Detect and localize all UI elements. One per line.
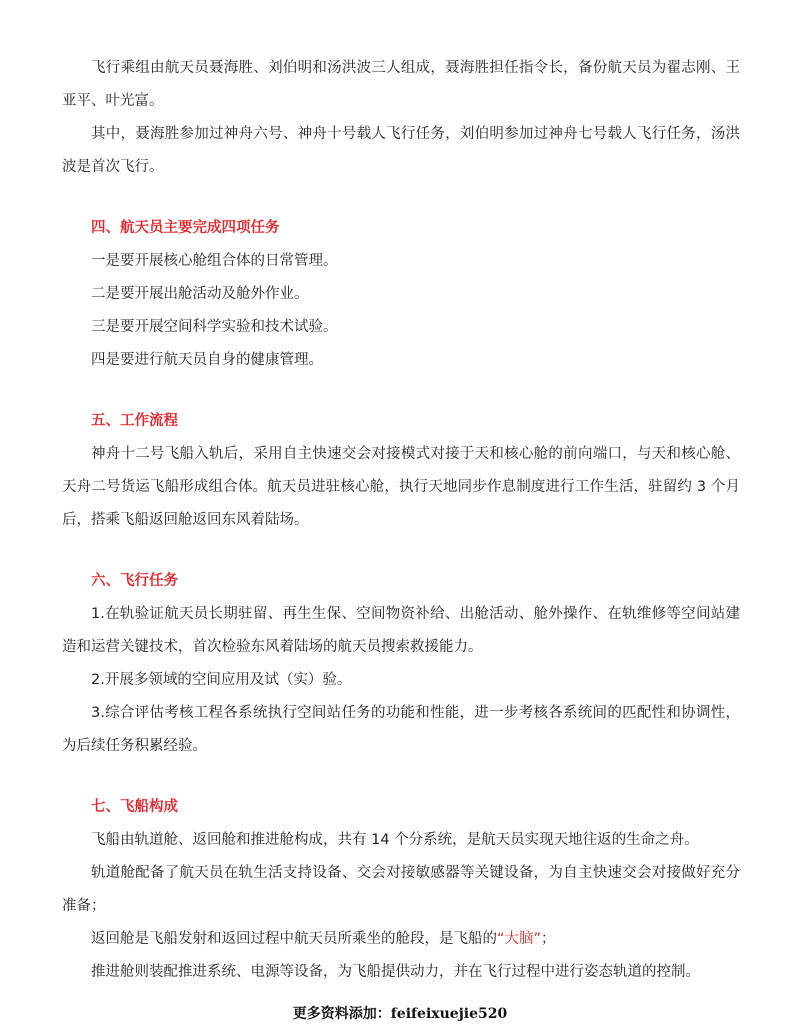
spacecraft-paragraph-1: 飞船由轨道舱、返回舱和推进舱构成，共有 14 个分系统，是航天员实现天地往返的生命之舟。	[91, 832, 699, 848]
return-capsule-text: 返回舱是飞船发射和返回过程中航天员所乘坐的舱段，是飞船的	[91, 931, 497, 947]
list-item: 四是要进行航天员自身的健康管理。	[91, 352, 323, 368]
footer-note: 更多资料添加：feifeixuejie520	[292, 1006, 508, 1022]
list-item: 2.开展多领域的空间应用及试（实）验。	[91, 672, 352, 688]
section-5-heading: 五、工作流程	[91, 413, 178, 429]
crew-paragraph-2: 其中，聂海胜参加过神舟六号、神舟十号载人飞行任务，刘伯明参加过神舟七号载人飞行任务，汤洪波是首次飞行。	[62, 126, 740, 175]
document-body	[62, 52, 740, 989]
list-item: 三是要开展空间科学实验和技术试验。	[91, 319, 338, 335]
section-6-heading: 六、飞行任务	[91, 573, 178, 589]
spacecraft-paragraph-3	[62, 923, 740, 956]
list-item: 二是要开展出舱活动及舱外作业。	[91, 286, 309, 302]
list-item: 1.在轨验证航天员长期驻留、再生生保、空间物资补给、出舱活动、舱外操作、在轨维修等空间站建造和运营关键技术，首次检验东风着陆场的航天员搜索救援能力。	[62, 606, 740, 655]
spacecraft-paragraph-2: 轨道舱配备了航天员在轨生活支持设备、交会对接敏感器等关键设备，为自主快速交会对接做好充分准备；	[62, 865, 740, 914]
spacecraft-paragraph-4: 推进舱则装配推进系统、电源等设备，为飞船提供动力，并在飞行过程中进行姿态轨道的控制。	[91, 964, 700, 980]
list-item: 3.综合评估考核工程各系统执行空间站任务的功能和性能，进一步考核各系统间的匹配性和协调性，为后续任务积累经验。	[62, 705, 740, 754]
section-7-heading: 七、飞船构成	[91, 799, 178, 815]
section-4-heading: 四、航天员主要完成四项任务	[91, 220, 280, 236]
list-item: 一是要开展核心舱组合体的日常管理。	[91, 253, 338, 269]
crew-paragraph-1: 飞行乘组由航天员聂海胜、刘伯明和汤洪波三人组成，聂海胜担任指令长，备份航天员为翟志刚、王亚平、叶光富。	[62, 60, 740, 109]
workflow-paragraph: 神舟十二号飞船入轨后，采用自主快速交会对接模式对接于天和核心舱的前向端口，与天和核心舱、天舟二号货运飞船形成组合体。航天员进驻核心舱，执行天地同步作息制度进行工作生活，驻留约 3 个月后，搭乘飞船返回舱返回东风着陆场。	[62, 446, 740, 528]
return-capsule-tail: ；	[541, 931, 556, 947]
brain-highlight: “大脑”	[497, 931, 542, 947]
